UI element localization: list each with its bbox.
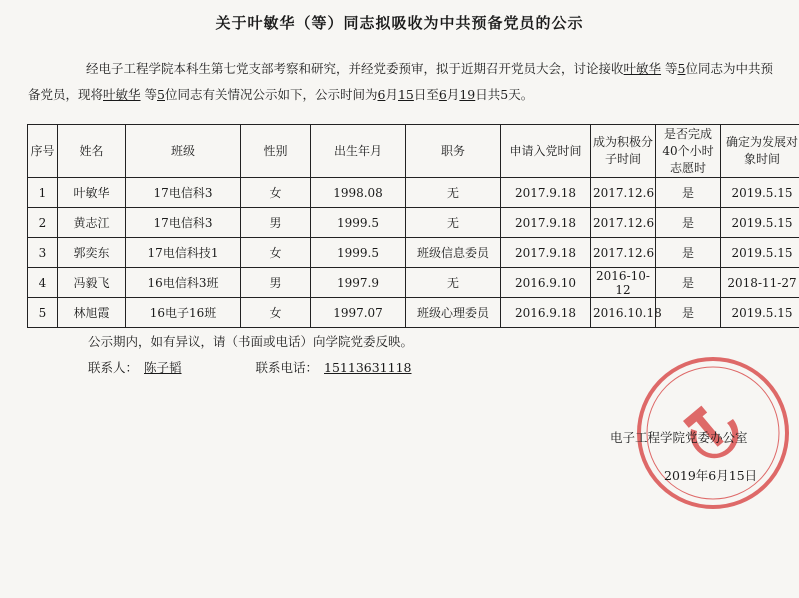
nominee-count: 5: [157, 87, 165, 102]
contact-phone-label: 联系电话：: [255, 360, 319, 375]
header-apply-date: 申请入党时间: [501, 125, 591, 178]
cell-class: 17电信科3: [126, 208, 241, 238]
intro-text: 月: [446, 87, 460, 102]
cell-activist-date: 2017.12.6: [591, 178, 656, 208]
contact-person-label: 联系人：: [88, 360, 139, 375]
cell-class: 17电信科技1: [126, 238, 241, 268]
contact-phone: 15113631118: [324, 360, 412, 375]
header-index: 序号: [28, 125, 58, 178]
cell-position: 班级信息委员: [406, 238, 501, 268]
issue-date: 2019年6月15日: [664, 468, 758, 483]
cell-index: 5: [28, 298, 58, 328]
header-class: 班级: [126, 125, 241, 178]
cell-volunteer: 是: [656, 178, 721, 208]
cell-birth: 1999.5: [311, 208, 406, 238]
cell-development-date: 2019.5.15: [721, 208, 799, 238]
header-name: 姓名: [58, 125, 126, 178]
cell-index: 4: [28, 268, 58, 298]
cell-apply-date: 2017.9.18: [501, 178, 591, 208]
intro-text: 日至: [413, 87, 439, 102]
cell-class: 16电信科3班: [126, 268, 241, 298]
cell-index: 3: [28, 238, 58, 268]
intro-text: 备党员，现将: [28, 87, 104, 102]
cell-development-date: 2019.5.15: [721, 178, 799, 208]
intro-text: 月: [385, 87, 398, 102]
cell-gender: 男: [241, 208, 311, 238]
notice-title: 关于叶敏华（等）同志拟吸收为中共预备党员的公示: [215, 14, 584, 32]
nominee-count: 5: [677, 61, 686, 76]
table-row: [28, 268, 799, 298]
nominee-name: 叶敏华: [623, 61, 662, 76]
header-birth: 出生年月: [311, 125, 406, 178]
cell-development-date: 2019.5.15: [721, 298, 799, 328]
intro-text: 日共5天。: [475, 87, 534, 102]
contact-person: 陈子韬: [144, 360, 182, 375]
cell-apply-date: 2017.9.18: [501, 238, 591, 268]
cell-volunteer: 是: [656, 268, 721, 298]
cell-activist-date: 2016.10.18: [591, 298, 656, 328]
cell-gender: 女: [241, 298, 311, 328]
intro-paragraph: [28, 56, 778, 108]
end-day: 19: [459, 87, 476, 102]
header-position: 职务: [406, 125, 501, 178]
candidate-table: [27, 124, 799, 328]
cell-apply-date: 2017.9.18: [501, 208, 591, 238]
cell-birth: 1997.9: [311, 268, 406, 298]
cell-index: 1: [28, 178, 58, 208]
start-month: 6: [377, 87, 386, 102]
cell-name: 叶敏华: [58, 178, 126, 208]
cell-volunteer: 是: [656, 208, 721, 238]
header-activist-date: 成为积极分子时间: [591, 125, 656, 178]
intro-text: 位同志为中共预: [685, 61, 773, 76]
nominee-name: 叶敏华: [103, 87, 141, 102]
cell-position: 无: [406, 268, 501, 298]
intro-text: 等: [665, 61, 678, 76]
cell-position: 无: [406, 208, 501, 238]
cell-name: 黄志江: [58, 208, 126, 238]
cell-birth: 1998.08: [311, 178, 406, 208]
cell-volunteer: 是: [656, 298, 721, 328]
cell-name: 林旭霞: [58, 298, 126, 328]
start-day: 15: [397, 87, 414, 102]
header-gender: 性别: [241, 125, 311, 178]
end-month: 6: [438, 87, 447, 102]
objection-note: 公示期内，如有异议，请（书面或电话）向学院党委反映。: [88, 334, 414, 349]
cell-position: 无: [406, 178, 501, 208]
cell-gender: 男: [241, 268, 311, 298]
intro-text: 位同志有关情况公示如下，公示时间为: [164, 87, 378, 102]
cell-gender: 女: [241, 238, 311, 268]
cell-activist-date: 2017.12.6: [591, 238, 656, 268]
contact-line: [88, 358, 418, 376]
cell-birth: 1997.07: [311, 298, 406, 328]
cell-gender: 女: [241, 178, 311, 208]
cell-birth: 1999.5: [311, 238, 406, 268]
cell-activist-date: 2016-10-12: [591, 268, 656, 298]
cell-position: 班级心理委员: [406, 298, 501, 328]
table-row: [28, 238, 799, 268]
header-development-date: 确定为发展对象时间: [721, 125, 799, 178]
cell-development-date: 2019.5.15: [721, 238, 799, 268]
issuing-organization: 电子工程学院党委办公室: [610, 430, 748, 445]
cell-class: 16电子16班: [126, 298, 241, 328]
intro-text: 经电子工程学院本科生第七党支部考察和研究，并经党委预审，拟于近期召开党员大会，讨论接收: [86, 61, 624, 76]
cell-apply-date: 2016.9.10: [501, 268, 591, 298]
cell-name: 冯毅飞: [58, 268, 126, 298]
header-volunteer: 是否完成40个小时志愿时: [656, 125, 721, 178]
cell-apply-date: 2016.9.18: [501, 298, 591, 328]
cell-name: 郭奕东: [58, 238, 126, 268]
cell-index: 2: [28, 208, 58, 238]
table-row: [28, 208, 799, 238]
table-row: [28, 298, 799, 328]
cell-activist-date: 2017.12.6: [591, 208, 656, 238]
cell-volunteer: 是: [656, 238, 721, 268]
table-header-row: [28, 125, 799, 178]
intro-text: 等: [144, 87, 158, 102]
cell-development-date: 2018-11-27: [721, 268, 799, 298]
cell-class: 17电信科3: [126, 178, 241, 208]
table-row: [28, 178, 799, 208]
